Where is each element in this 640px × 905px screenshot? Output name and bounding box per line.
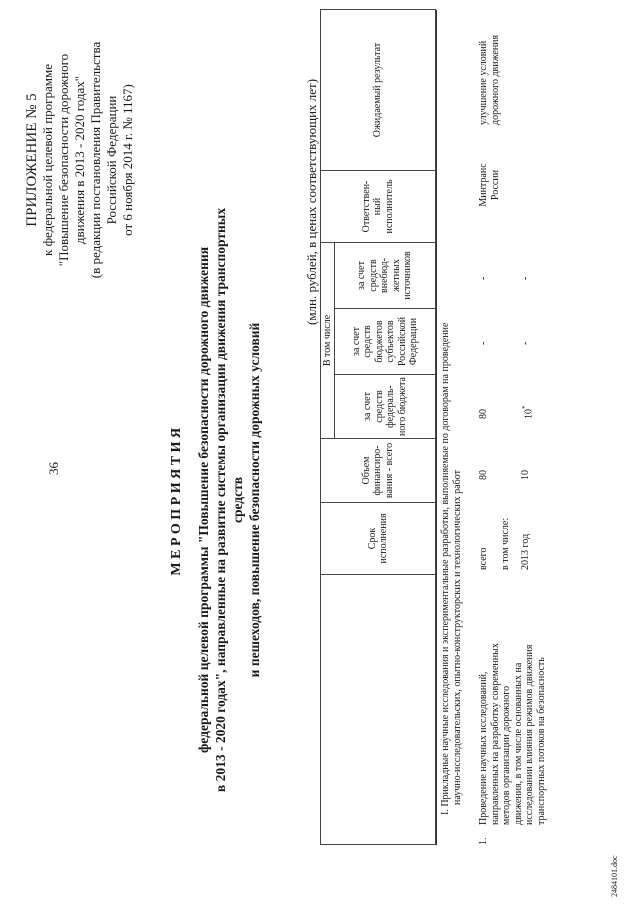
document-code: 2484101.doc: [610, 855, 619, 897]
header-cell-offbudget: за счет средств внебюд-жетных источников: [335, 243, 436, 309]
row-volume-2013: 10: [520, 470, 531, 480]
heading-line: федеральной целевой программы "Повышение безопасности дорожного движения: [196, 246, 211, 754]
row-description-line: движения, в том числе основанных на: [512, 662, 524, 825]
appendix-block: [24, 15, 136, 305]
appendix-line: движения в 2013 - 2020 годах": [72, 75, 87, 245]
row-federal-total: 80: [478, 409, 489, 419]
table-header-bottom-rule: [436, 10, 437, 845]
row-result: [478, 5, 501, 125]
row-executor-line: Минтранс: [478, 163, 489, 207]
row-federal-2013-value: 10: [523, 409, 535, 419]
header-cell-regional: за счет средств бюджетов субъектов Российской Федерации: [335, 309, 436, 375]
row-description-line: Проведение научных исследований,: [478, 671, 489, 825]
appendix-line: к федеральной целевой программе: [40, 64, 55, 256]
row-executor-line: России: [489, 169, 501, 201]
appendix-title: ПРИЛОЖЕНИЕ № 5: [24, 93, 40, 227]
row-regional-2013: -: [520, 341, 531, 345]
header-cell-federal: за счет средств федераль-ного бюджета: [335, 375, 436, 439]
row-result-line: улучшение условий: [478, 40, 489, 125]
appendix-line: "Повышение безопасности дорожного: [56, 53, 71, 267]
row-description-line: направленных на разработку современных: [489, 643, 501, 825]
row-result-line: дорожного движения: [489, 34, 501, 125]
row-offbudget-total: -: [478, 276, 489, 280]
units-note: (млн. рублей, в ценах соответствующих лет): [304, 78, 319, 325]
row-volume-total: 80: [478, 470, 489, 480]
row-federal-footnote-mark: *: [521, 405, 529, 409]
header-cell-including: В том числе: [321, 243, 335, 439]
row-description-line: исследовании влияния режимов движения: [524, 644, 535, 825]
document-heading: [168, 185, 263, 815]
appendix-line: от 6 ноября 2014 г. № 1167): [120, 84, 135, 236]
row-federal-2013: [520, 406, 535, 420]
row-description-line: транспортных потоков на безопасность: [535, 657, 547, 825]
page-number: 36: [46, 462, 61, 475]
row-regional-total: -: [478, 341, 489, 345]
row-number: 1.: [478, 837, 489, 845]
appendix-line: (в редакции постановления Правительства: [88, 41, 103, 279]
section-title: [440, 255, 464, 815]
heading-line: и пешеходов, повышение безопасности дорожных условий: [247, 322, 262, 678]
header-cell-volume: Объем финансиро-вания - всего: [321, 439, 436, 503]
header-cell-term: Срок исполнения: [321, 503, 436, 575]
row-description-line: методов организации дорожного: [501, 685, 512, 825]
header-cell-description: [321, 575, 436, 845]
appendix-line: Российской Федерации: [104, 95, 119, 225]
row-description: [478, 575, 547, 825]
heading-line: в 2013 - 2020 годах", направленные на развитие системы организации движения транспортных средств: [213, 207, 245, 793]
table-header: [320, 9, 436, 845]
row-term-total: всего: [478, 547, 489, 570]
section-title-line: I. Прикладные научные исследования и экспериментальные разработки, выполняемые по договорам на проведение: [440, 322, 451, 815]
row-executor: [478, 155, 501, 215]
row-term-2013: 2013 год: [520, 533, 531, 570]
row-term-including: в том числе:: [500, 517, 511, 570]
heading-word: МЕРОПРИЯТИЯ: [169, 424, 184, 576]
header-cell-executor: Ответствен-ный исполнитель: [321, 171, 436, 243]
row-offbudget-2013: -: [520, 276, 531, 280]
header-cell-result: Ожидаемый результат: [321, 10, 436, 171]
section-title-line: научно-исследовательских, опытно-конструкторских и технологических работ: [452, 470, 463, 805]
